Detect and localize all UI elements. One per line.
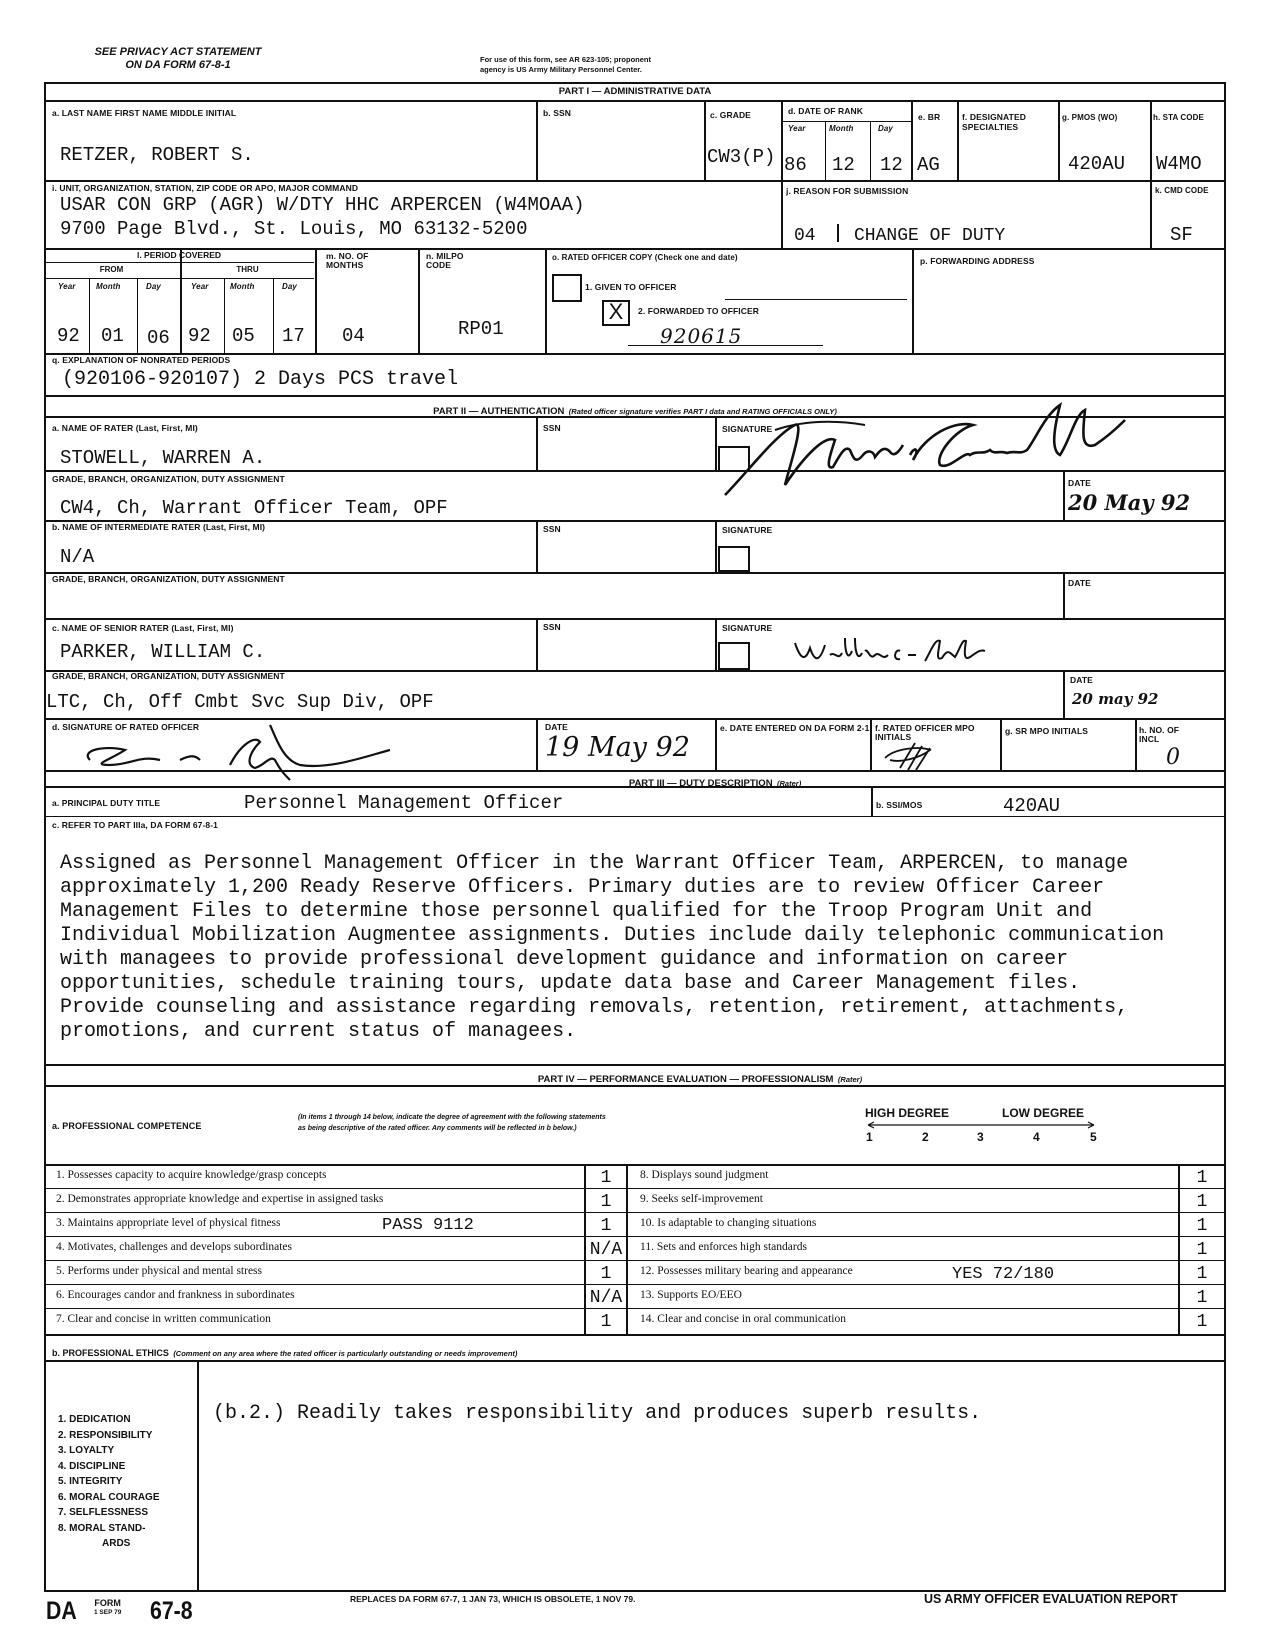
ethics-comment: (b.2.) Readily takes responsibility and produces superb results. [213,1402,982,1425]
competence-label: a. PROFESSIONAL COMPETENCE [52,1121,202,1131]
senior-date-label: DATE [1070,675,1093,685]
senior-signature-icon [790,633,1010,669]
refer-label: c. REFER TO PART IIIa, DA FORM 67-8-1 [52,820,219,830]
privacy-line-1: SEE PRIVACY ACT STATEMENT [94,46,262,58]
milpo-value: RP01 [458,318,504,340]
item-5-text: 5. Performs under physical and mental stress [56,1265,262,1277]
senior-signature-label: SIGNATURE [722,623,773,633]
item-7-rating: 1 [600,1312,612,1332]
part3-title: PART III — DUTY DESCRIPTION [628,778,773,789]
senior-signature-box [718,642,750,670]
rated-signature-label: d. SIGNATURE OF RATED OFFICER [52,722,200,732]
forwarded-checkbox[interactable] [602,300,630,326]
forwarded-check-mark: X [608,299,624,324]
forward-date: 920615 [660,324,743,348]
senior-ssn-label: SSN [543,622,561,632]
dor-day: 12 [880,154,903,176]
ethic-selflessness: 7. SELFLESSNESS [58,1507,149,1518]
form-frame [44,82,1226,1592]
given-label: 1. GIVEN TO OFFICER [585,282,677,292]
mpo-initials-icon [880,738,940,772]
item-1-text: 1. Possesses capacity to acquire knowledge/grasp concepts [56,1169,327,1181]
item-12-text: 12. Possesses military bearing and appearance [640,1265,853,1277]
scale-1: 1 [866,1130,873,1144]
competence-instruction [298,1112,606,1134]
footer-form-number: 67-8 [150,1597,193,1625]
item-14-text: 14. Clear and concise in oral communication [640,1313,846,1325]
high-degree-label: HIGH DEGREE [865,1106,950,1120]
senior-name-label: c. NAME OF SENIOR RATER (Last, First, MI) [52,623,234,633]
branch-value: AG [917,154,940,176]
item-11-rating: 1 [1196,1240,1208,1260]
instruction-line-2: as being descriptive of the rated officer. Any comments will be reflected in b below.) [298,1125,577,1132]
use-note [480,55,780,75]
months-value: 04 [342,325,365,347]
ethics-label-row [52,1343,517,1361]
from-day-label: Day [146,282,161,291]
months-label: m. NO. OF MONTHS [326,251,369,270]
part1-title: PART I — ADMINISTRATIVE DATA [558,86,712,97]
milpo-label: n. MILPO CODE [426,251,464,270]
item-8-text: 8. Displays sound judgment [640,1169,769,1181]
from-year-label: Year [58,282,76,291]
footer-form-word: FORM [94,1598,121,1608]
part4-title: PART IV — PERFORMANCE EVALUATION — PROFESSIONALISM [537,1074,834,1085]
part3-title-row [44,773,1226,791]
intermediate-gboda-label: GRADE, BRANCH, ORGANIZATION, DUTY ASSIGNMENT [52,574,285,584]
thru-month-label: Month [230,282,255,291]
cmd-code-value: SF [1170,224,1193,246]
sta-code-value: W4MO [1156,153,1202,175]
no-of-incl-value: 0 [1166,745,1180,770]
ethics-note: (Comment on any area where the rated officer is particularly outstanding or needs improvement) [173,1349,518,1358]
footer-da: DA [46,1597,77,1625]
unit-label: i. UNIT, ORGANIZATION, STATION, ZIP CODE OR APO, MAJOR COMMAND [52,183,359,193]
dor-year: 86 [784,154,807,176]
thru-year: 92 [188,325,211,347]
duty-description-line-1: Assigned as Personnel Management Officer in the Warrant Officer Team, ARPERCEN, to manage [60,852,1129,875]
item-8-rating: 1 [1196,1168,1208,1188]
date-entered-label: e. DATE ENTERED ON DA FORM 2-1 [720,723,870,733]
rater-gboda-label: GRADE, BRANCH, ORGANIZATION, DUTY ASSIGNMENT [52,474,285,484]
unit-line-1: USAR CON GRP (AGR) W/DTY HHC ARPERCEN (W4MOAA) [60,194,585,216]
rater-name: STOWELL, WARREN A. [60,447,266,469]
item-12-note: YES 72/180 [952,1265,1055,1284]
no-of-incl-label: h. NO. OF INCL [1139,725,1180,744]
ethic-loyalty: 3. LOYALTY [58,1445,115,1456]
privacy-statement [68,46,288,72]
item-13-rating: 1 [1196,1288,1208,1308]
forwarding-address-label: p. FORWARDING ADDRESS [920,256,1035,266]
item-6-rating: N/A [589,1288,623,1308]
rater-name-label: a. NAME OF RATER (Last, First, MI) [52,423,198,433]
low-degree-label: LOW DEGREE [1002,1106,1085,1120]
part2-title: PART II — AUTHENTICATION [433,406,565,417]
thru-day-label: Day [282,282,297,291]
duty-description-line-8: promotions, and current status of managees. [60,1020,577,1043]
item-4-text: 4. Motivates, challenges and develops subordinates [56,1241,293,1253]
reason-code: 04 [794,226,816,246]
rated-copy-label: o. RATED OFFICER COPY (Check one and date) [552,253,738,262]
item-11-text: 11. Sets and enforces high standards [640,1241,807,1253]
part4-title-note: (Rater) [837,1075,863,1084]
item-3-text: 3. Maintains appropriate level of physical fitness [56,1217,281,1229]
grade-value: CW3(P) [707,146,776,168]
ethics-label: b. PROFESSIONAL ETHICS [52,1348,169,1358]
duty-description-line-3: Management Files to determine those personnel qualified for the Troop Program Unit and [60,900,1093,923]
date-of-rank-label: d. DATE OF RANK [788,106,864,116]
rater-date-label: DATE [1068,478,1091,488]
ethic-discipline: 4. DISCIPLINE [58,1460,126,1472]
ethics-list [58,1412,160,1552]
footer-replaces: REPLACES DA FORM 67-7, 1 JAN 73, WHICH IS OBSOLETE, 1 NOV 79. [350,1594,636,1604]
duty-description-line-6: opportunities, schedule training tours, update data base and Career Management files. [60,972,1081,995]
ssi-label: b. SSI/MOS [876,800,923,810]
ethic-dedication: 1. DEDICATION [58,1414,131,1425]
instruction-line-1: (In items 1 through 14 below, indicate the degree of agreement with the following statements [298,1114,606,1121]
from-label: FROM [99,265,124,274]
ssn-label: b. SSN [543,108,571,118]
mpo-initials-label: f. RATED OFFICER MPO INITIALS [875,723,975,742]
item-9-text: 9. Seeks self-improvement [640,1193,763,1205]
thru-day: 17 [282,325,305,347]
reason-label: j. REASON FOR SUBMISSION [786,186,909,196]
item-9-rating: 1 [1196,1192,1208,1212]
privacy-line-2: ON DA FORM 67-8-1 [125,59,231,71]
use-note-line-1: For use of this form, see AR 623-105; proponent [480,55,652,64]
ethic-moral-courage: 6. MORAL COURAGE [58,1491,160,1503]
reason-text: CHANGE OF DUTY [854,226,1006,246]
item-5-rating: 1 [600,1264,612,1284]
intermediate-signature-label: SIGNATURE [722,525,773,535]
sta-code-label: h. STA CODE [1153,113,1204,122]
rated-officer-name: RETZER, ROBERT S. [60,144,254,166]
intermediate-ssn-label: SSN [543,524,561,534]
nonrated-label: q. EXPLANATION OF NONRATED PERIODS [52,355,231,365]
rater-date: 20 May 92 [1068,490,1191,515]
grade-label: c. GRADE [710,110,751,120]
item-3-rating: 1 [600,1216,612,1236]
ethic-responsibility: 2. RESPONSIBILITY [58,1429,153,1441]
dor-day-label: Day [878,124,893,133]
period-covered-label: l. PERIOD COVERED [136,250,222,260]
rater-signature-label: SIGNATURE [722,424,773,434]
degree-scale-arrow-icon [862,1120,1100,1130]
dor-year-label: Year [788,124,806,133]
senior-name: PARKER, WILLIAM C. [60,641,266,663]
rater-ssn-label: SSN [543,423,561,433]
duty-description [60,852,1164,1044]
footer-form-label [94,1599,121,1617]
use-note-line-2: agency is US Army Military Personnel Center. [480,65,642,74]
duty-description-line-4: Individual Mobilization Augmentee assignments. Duties include daily telephonic communication [60,924,1165,947]
pmos-label: g. PMOS (WO) [1062,113,1118,122]
ethic-moral-standards: 8. MORAL STAND- [58,1522,146,1534]
intermediate-name: N/A [60,546,95,568]
intermediate-signature-box [718,546,750,572]
rated-date: 19 May 92 [545,732,690,763]
ssi-value: 420AU [1003,795,1061,817]
thru-label: THRU [236,265,259,274]
footer-report-title: US ARMY OFFICER EVALUATION REPORT [924,1592,1178,1606]
dor-month: 12 [832,154,855,176]
item-7-text: 7. Clear and concise in written communication [56,1313,271,1325]
rater-gboda: CW4, Ch, Warrant Officer Team, OPF [60,497,448,519]
item-4-rating: N/A [589,1240,623,1260]
duty-description-line-2: approximately 1,200 Ready Reserve Officers. Primary duties are to review Officer Career [60,876,1105,899]
item-12-rating: 1 [1196,1264,1208,1284]
duty-title: Personnel Management Officer [244,792,564,814]
from-month-label: Month [96,282,121,291]
item-3-note: PASS 9112 [382,1216,474,1235]
rated-date-label: DATE [545,722,568,732]
part3-title-note: (Rater) [777,779,802,788]
sr-mpo-initials-label: g. SR MPO INITIALS [1005,726,1089,736]
item-10-rating: 1 [1196,1216,1208,1236]
scale-4: 4 [1033,1130,1040,1144]
part2-subtitle: (Rated officer signature verifies PART I data and RATING OFFICIALS ONLY) [568,407,837,416]
scale-3: 3 [977,1130,984,1144]
item-2-rating: 1 [600,1192,612,1212]
cmd-code-label: k. CMD CODE [1155,186,1209,195]
senior-gboda-label: GRADE, BRANCH, ORGANIZATION, DUTY ASSIGNMENT [52,671,285,681]
designated-specialties-label: f. DESIGNATED SPECIALTIES [962,112,1026,132]
duty-title-label: a. PRINCIPAL DUTY TITLE [52,798,161,808]
name-label: a. LAST NAME FIRST NAME MIDDLE INITIAL [52,108,237,118]
from-month: 01 [101,325,124,347]
pmos-value: 420AU [1068,153,1126,175]
dor-month-label: Month [829,124,854,133]
intermediate-name-label: b. NAME OF INTERMEDIATE RATER (Last, First, MI) [52,522,266,532]
ethic-moral-standards-cont: ARDS [102,1538,131,1549]
ethic-integrity: 5. INTEGRITY [58,1476,123,1487]
duty-description-line-7: Provide counseling and assistance regarding removals, retention, retirement, attachments, [60,996,1129,1019]
scale-5: 5 [1090,1130,1097,1144]
nonrated-explanation: (920106-920107) 2 Days PCS travel [62,368,459,391]
intermediate-date-label: DATE [1068,578,1091,588]
from-year: 92 [57,325,80,347]
forwarded-label: 2. FORWARDED TO OFFICER [638,306,759,316]
item-13-text: 13. Supports EO/EEO [640,1289,742,1301]
branch-label: e. BR [918,112,941,122]
senior-gboda: LTC, Ch, Off Cmbt Svc Sup Div, OPF [46,691,434,713]
item-14-rating: 1 [1196,1312,1208,1332]
scale-2: 2 [922,1130,929,1144]
thru-month: 05 [232,325,255,347]
unit-line-2: 9700 Page Blvd., St. Louis, MO 63132-5200 [60,218,528,240]
senior-date: 20 may 92 [1072,690,1159,708]
duty-description-line-5: with managees to provide professional development guidance and information on career [60,948,1069,971]
footer-form-date: 1 SEP 79 [94,1609,122,1616]
item-1-rating: 1 [600,1168,612,1188]
given-checkbox[interactable] [552,274,582,302]
from-day: 06 [147,327,170,349]
item-6-text: 6. Encourages candor and frankness in subordinates [56,1289,295,1301]
item-2-text: 2. Demonstrates appropriate knowledge and expertise in assigned tasks [56,1193,384,1205]
thru-year-label: Year [191,282,209,291]
item-10-text: 10. Is adaptable to changing situations [640,1217,817,1229]
